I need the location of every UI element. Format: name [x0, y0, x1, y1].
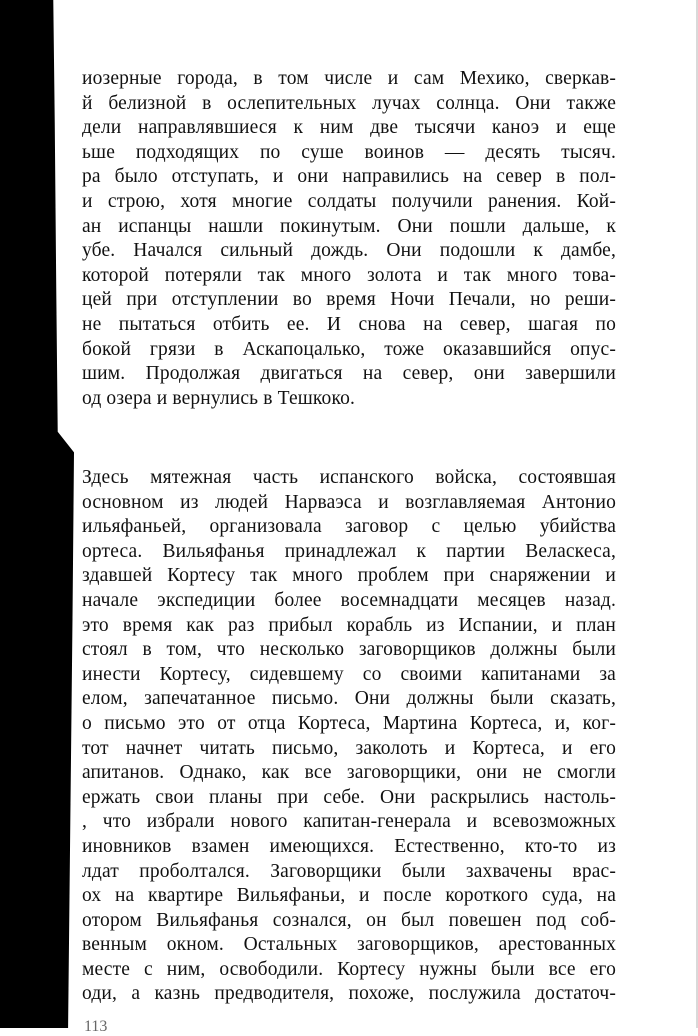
- text-line: од озера и вернулись в Тешкоко.: [82, 387, 356, 409]
- text-line: бокой грязи в Аскапоцалько, тоже оказавшийся опус-: [82, 338, 616, 360]
- text-line: елом, запечатанное письмо. Они должны были сказать,: [82, 688, 616, 710]
- text-line: ильяфаньей, организовала заговор с целью убийства: [82, 516, 616, 538]
- text-line: месте с ним, освободили. Кортесу нужны были все его: [82, 958, 616, 980]
- text-line: дели направлявшиеся к ним две тысячи каноэ и еще: [82, 117, 616, 139]
- text-line: й белизной в ослепительных лучах солнца. Они также: [82, 92, 616, 114]
- paragraph-2: [82, 466, 616, 1007]
- text-line: это время как раз прибыл корабль из Испании, и план: [82, 614, 616, 636]
- text-line: Здесь мятежная часть испанского войска, состоявшая: [82, 467, 616, 488]
- text-line: начале экспедиции более восемнадцати месяцев назад.: [82, 589, 616, 611]
- text-line: ан испанцы нашли покинутым. Они пошли дальше, к: [82, 215, 616, 237]
- text-line: ох на квартире Вильяфаньи, и после короткого суда, на: [82, 885, 616, 907]
- text-line: иновников взамен имеющихся. Естественно, кто-то из: [82, 835, 616, 857]
- text-line: оди, а казнь предводителя, похоже, послужила достаточ-: [82, 983, 616, 1005]
- text-line: , что избрали нового капитан-генерала и всевозможных: [82, 811, 616, 833]
- text-line: ра было отступать, и они направились на север в пол-: [82, 166, 616, 188]
- text-line: ержать свои планы при себе. Они раскрылись настоль-: [82, 786, 616, 808]
- text-line: основном из людей Нарваэса и возглавляемая Антонио: [82, 491, 616, 513]
- page-number: 113: [84, 1018, 108, 1035]
- text-line: тот начнет читать письмо, заколоть и Кортеса, и его: [82, 737, 616, 759]
- text-line: шим. Продолжая двигаться на север, они завершили: [82, 363, 616, 385]
- text-line: ортеса. Вильяфанья принадлежал к партии Веласкеса,: [82, 540, 616, 562]
- text-line: иозерные города, в том числе и сам Мехико, сверкав-: [82, 68, 616, 89]
- text-line: ьше подходящих по суше воинов — десять тысяч.: [82, 141, 616, 163]
- text-line: убе. Начался сильный дождь. Они подошли к дамбе,: [82, 240, 616, 262]
- text-line: венным окном. Остальных заговорщиков, арестованных: [82, 934, 616, 956]
- text-line: цей при отступлении во время Ночи Печали, но реши-: [82, 289, 616, 311]
- text-line: апитанов. Однако, как все заговорщики, они не смогли: [82, 762, 616, 784]
- text-line: не пытаться отбить ее. И снова на север, шагая по: [82, 313, 616, 335]
- text-line: инести Кортесу, сидевшему со своими капитанами за: [82, 663, 616, 685]
- text-line: стоял в том, что несколько заговорщиков должны были: [82, 639, 616, 661]
- text-line: здавшей Кортесу так много проблем при снаряжении и: [82, 565, 616, 587]
- text-line: лдат проболтался. Заговорщики были захвачены врас-: [82, 860, 616, 882]
- text-line: отором Вильяфанья сознался, он был повешен под соб-: [82, 909, 616, 931]
- text-line: которой потеряли так много золота и так много това-: [82, 264, 616, 286]
- text-line: о письмо это от отца Кортеса, Мартина Кортеса, и, ког-: [82, 712, 616, 734]
- text-line: и строю, хотя многие солдаты получили ранения. Кой-: [82, 190, 616, 212]
- paragraph-1: [82, 67, 616, 411]
- scan-binding-shadow: [0, 0, 74, 1028]
